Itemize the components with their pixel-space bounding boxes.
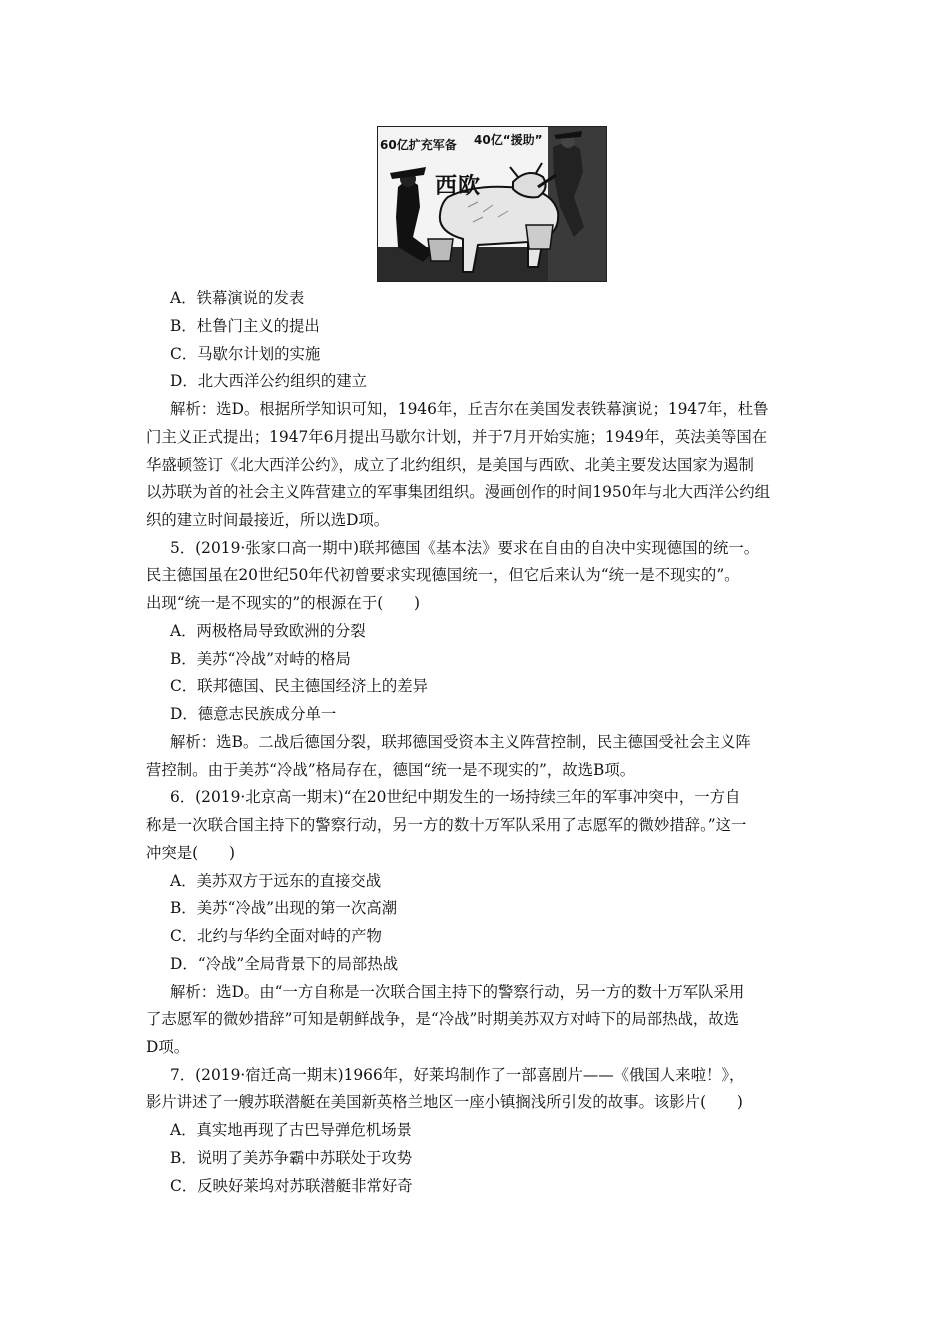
q4-option-d: D．北大西洋公约组织的建立	[170, 372, 368, 390]
q4-option-b: B．杜鲁门主义的提出	[170, 317, 320, 335]
q6-analysis-line: 解析：选D。由“一方自称是一次联合国主持下的警察行动，另一方的数十万军队采用	[170, 983, 745, 1001]
q5-analysis-line: 解析：选B。二战后德国分裂，联邦德国受资本主义阵营控制，民主德国受社会主义阵	[170, 733, 751, 751]
q4-option-c: C．马歇尔计划的实施	[170, 345, 321, 363]
q5-stem-line: 5．(2019·张家口高一期中)联邦德国《基本法》要求在自由的自决中实现德国的统一。	[170, 539, 760, 557]
caption-left: 60亿扩充军备	[380, 138, 457, 152]
q6-analysis-line: D项。	[146, 1038, 190, 1056]
q5-option-a: A．两极格局导致欧洲的分裂	[170, 622, 366, 640]
q5-stem-line: 出现“统一是不现实的”的根源在于( )	[146, 594, 420, 612]
q7-option-a: A．真实地再现了古巴导弹危机场景	[170, 1121, 412, 1139]
q5-analysis-line: 营控制。由于美苏“冷战”格局存在，德国“统一是不现实的”，故选B项。	[146, 761, 636, 779]
q4-analysis-line: 解析：选D。根据所学知识可知，1946年，丘吉尔在美国发表铁幕演说；1947年，杜鲁	[170, 400, 769, 418]
q6-stem-line: 冲突是( )	[146, 844, 235, 862]
q4-analysis-line: 以苏联为首的社会主义阵营建立的军事集团组织。漫画创作的时间1950年与北大西洋公约组	[146, 483, 771, 501]
caption-center: 西欧	[435, 174, 482, 199]
q6-option-c: C．北约与华约全面对峙的产物	[170, 927, 382, 945]
q5-option-d: D．德意志民族成分单一	[170, 705, 337, 723]
q4-option-a: A．铁幕演说的发表	[170, 289, 305, 307]
q5-option-b: B．美苏“冷战”对峙的格局	[170, 650, 351, 668]
caption-right: 40亿“援助”	[474, 133, 543, 147]
q6-stem-line: 6．(2019·北京高一期末)“在20世纪中期发生的一场持续三年的军事冲突中，一方自	[170, 788, 741, 806]
q6-analysis-line: 了志愿军的微妙措辞”可知是朝鲜战争，是“冷战”时期美苏双方对峙下的局部热战，故选	[146, 1010, 740, 1028]
cartoon-figure	[377, 126, 607, 282]
q7-option-c: C．反映好莱坞对苏联潜艇非常好奇	[170, 1177, 413, 1195]
q4-analysis-line: 门主义正式提出；1947年6月提出马歇尔计划，并于7月开始实施；1949年，英法美等国在	[146, 428, 768, 446]
q6-option-d: D．“冷战”全局背景下的局部热战	[170, 955, 399, 973]
q7-stem-line: 影片讲述了一艘苏联潜艇在美国新英格兰地区一座小镇搁浅所引发的故事。该影片( )	[146, 1093, 743, 1111]
q7-option-b: B．说明了美苏争霸中苏联处于攻势	[170, 1149, 413, 1167]
q6-stem-line: 称是一次联合国主持下的警察行动，另一方的数十万军队采用了志愿军的微妙措辞。”这一	[146, 816, 747, 834]
q4-analysis-line: 华盛顿签订《北大西洋公约》，成立了北约组织，是美国与西欧、北美主要发达国家为遏制	[146, 456, 754, 474]
q6-option-b: B．美苏“冷战”出现的第一次高潮	[170, 899, 398, 917]
q7-stem-line: 7．(2019·宿迁高一期末)1966年，好莱坞制作了一部喜剧片——《俄国人来啦！》，	[170, 1066, 745, 1084]
q5-option-c: C．联邦德国、民主德国经济上的差异	[170, 677, 429, 695]
q5-stem-line: 民主德国虽在20世纪50年代初曾要求实现德国统一，但它后来认为“统一是不现实的”。	[146, 566, 740, 584]
q6-option-a: A．美苏双方于远东的直接交战	[170, 872, 382, 890]
q4-analysis-line: 织的建立时间最接近，所以选D项。	[146, 511, 390, 529]
